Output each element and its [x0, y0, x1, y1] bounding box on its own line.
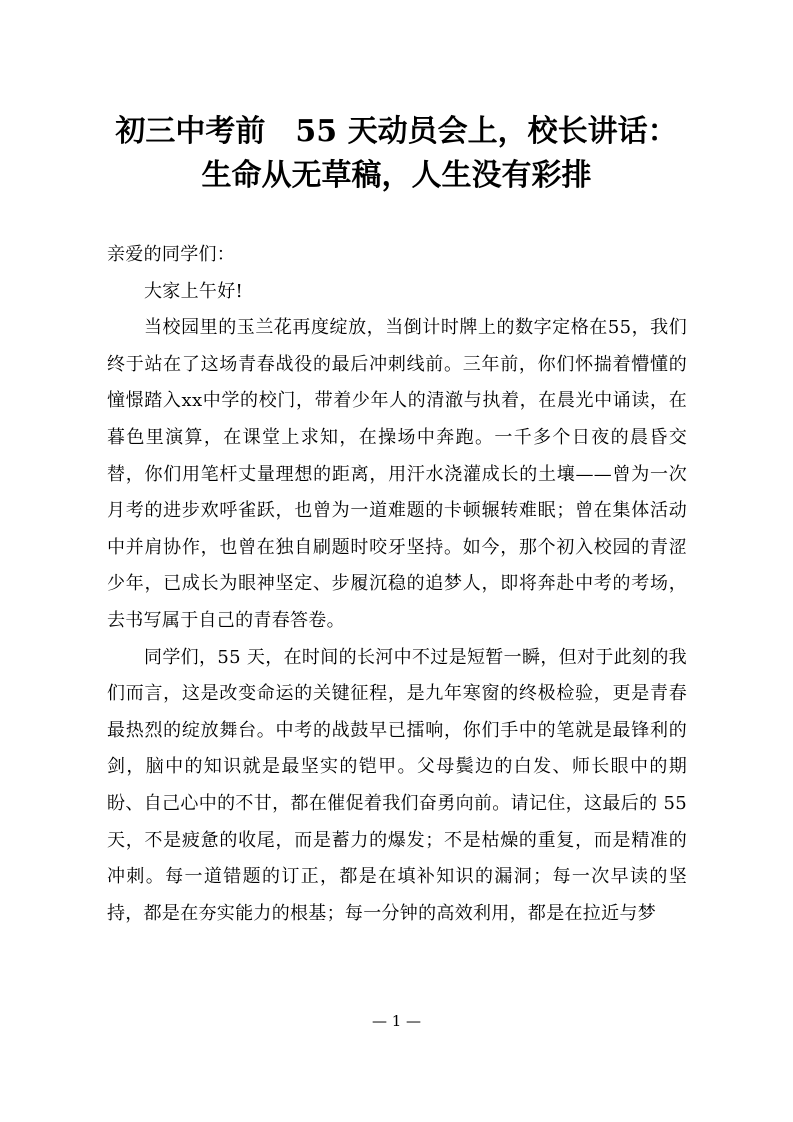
page-number: — 1 — — [371, 1012, 422, 1030]
salutation: 亲爱的同学们： — [107, 244, 236, 265]
document-title-line-1 — [60, 112, 733, 152]
title-part-2: 55 天动员会上，校长讲话： — [295, 114, 678, 149]
body-paragraph-1: 当校园里的玉兰花再度绽放，当倒计时牌上的数字定格在55，我们终于站在了这场青春战役的最后冲刺线前。三年前，你们怀揣着懵懂的憧憬踏入xx中学的校门，带着少年人的清澈与执着，在晨光中诵读，在暮色里演算，在课堂上求知，在操场中奔跑。一千多个日夜的晨昏交替，你们用笔杆丈量理想的距离，用汗水浇灌成长的土壤——曾为一次月考的进步欢呼雀跃，也曾为一道难题的卡顿辗转难眠；曾在集体活动中并肩协作，也曾在独自刷题时咬牙坚持。如今，那个初入校园的青涩少年，已成长为眼神坚定、步履沉稳的追梦人，即将奔赴中考的考场，去书写属于自己的青春答卷。 — [107, 317, 687, 631]
document-body — [107, 237, 687, 932]
title-part-1: 初三中考前 — [115, 114, 266, 149]
greeting: 大家上午好! — [144, 280, 244, 302]
document-title-line-2: 生命从无草稿，人生没有彩排 — [201, 158, 592, 193]
body-paragraph-2: 同学们，55 天，在时间的长河中不过是短暂一瞬，但对于此刻的我们而言，这是改变命运的关键征程，是九年寒窗的终极检验，更是青春最热烈的绽放舞台。中考的战鼓早已擂响，你们手中的笔就是最锋利的剑，脑中的知识就是最坚实的铠甲。父母鬓边的白发、师长眼中的期盼、自己心中的不甘，都在催促着我们奋勇向前。请记住，这最后的 55 天，不是疲惫的收尾，而是蓄力的爆发；不是枯燥的重复，而是精准的冲刺。每一道错题的订正，都是在填补知识的漏洞；每一次早读的坚持，都是在夯实能力的根基；每一分钟的高效利用，都是在拉近与梦 — [107, 646, 687, 924]
